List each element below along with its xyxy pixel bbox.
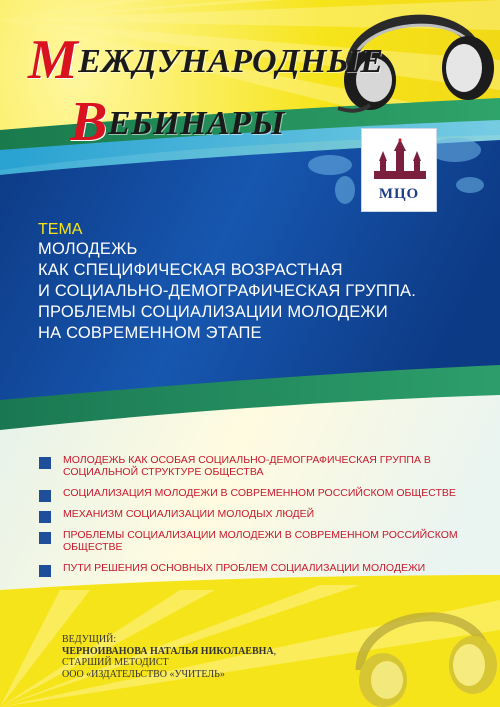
bullet-square-icon [39, 511, 51, 523]
topic-label: ТЕМА [38, 221, 83, 238]
title-line-1: МЕЖДУНАРОДНЫЕ [28, 29, 384, 91]
presenter-label: ВЕДУЩИЙ: [62, 634, 117, 645]
logo-text: МЦО [378, 186, 420, 202]
topic-line: НА СОВРЕМЕННОМ ЭТАПЕ [38, 324, 262, 342]
list-item: СОЦИАЛИЗАЦИЯ МОЛОДЕЖИ В СОВРЕМЕННОМ РОССИЙСКОМ ОБЩЕСТВЕ [36, 487, 486, 499]
presenter-position: СТАРШИЙ МЕТОДИСТ [62, 657, 169, 668]
logo [361, 128, 437, 212]
topic-outline-list [36, 454, 486, 583]
list-item: МОЛОДЕЖЬ КАК ОСОБАЯ СОЦИАЛЬНО-ДЕМОГРАФИЧЕСКАЯ ГРУППА В СОЦИАЛЬНОЙ СТРУКТУРЕ ОБЩЕСТВА [36, 454, 486, 478]
topic-line: ПРОБЛЕМЫ СОЦИАЛИЗАЦИИ МОЛОДЕЖИ [38, 303, 388, 321]
page-title [28, 29, 384, 153]
list-item: ПУТИ РЕШЕНИЯ ОСНОВНЫХ ПРОБЛЕМ СОЦИАЛИЗАЦИИ МОЛОДЕЖИ [36, 562, 486, 574]
topic-line: МОЛОДЕЖЬ [38, 240, 138, 258]
headphones-bottom-icon [345, 590, 500, 707]
presenter-name: ЧЕРНОИВАНОВА НАТАЛЬЯ НИКОЛАЕВНА [62, 645, 274, 657]
list-item: МЕХАНИЗМ СОЦИАЛИЗАЦИИ МОЛОДЫХ ЛЮДЕЙ [36, 508, 486, 520]
title-line-2: ВЕБИНАРЫ [70, 91, 285, 153]
bullet-square-icon [39, 490, 51, 502]
presenter-name-line: ЧЕРНОИВАНОВА НАТАЛЬЯ НИКОЛАЕВНА, [62, 645, 277, 657]
bullet-square-icon [39, 532, 51, 544]
bullet-square-icon [39, 457, 51, 469]
kremlin-icon [372, 137, 428, 183]
topic-block [38, 220, 478, 344]
topic-line: И СОЦИАЛЬНО-ДЕМОГРАФИЧЕСКАЯ ГРУППА. [38, 282, 417, 300]
presenter-organization: ООО «ИЗДАТЕЛЬСТВО «УЧИТЕЛЬ» [62, 668, 225, 680]
topic-line: КАК СПЕЦИФИЧЕСКАЯ ВОЗРАСТНАЯ [38, 261, 343, 279]
list-item: ПРОБЛЕМЫ СОЦИАЛИЗАЦИИ МОЛОДЕЖИ В СОВРЕМЕННОМ РОССИЙСКОМ ОБЩЕСТВЕ [36, 529, 486, 553]
presenter-info [62, 634, 362, 680]
bullet-square-icon [39, 565, 51, 577]
